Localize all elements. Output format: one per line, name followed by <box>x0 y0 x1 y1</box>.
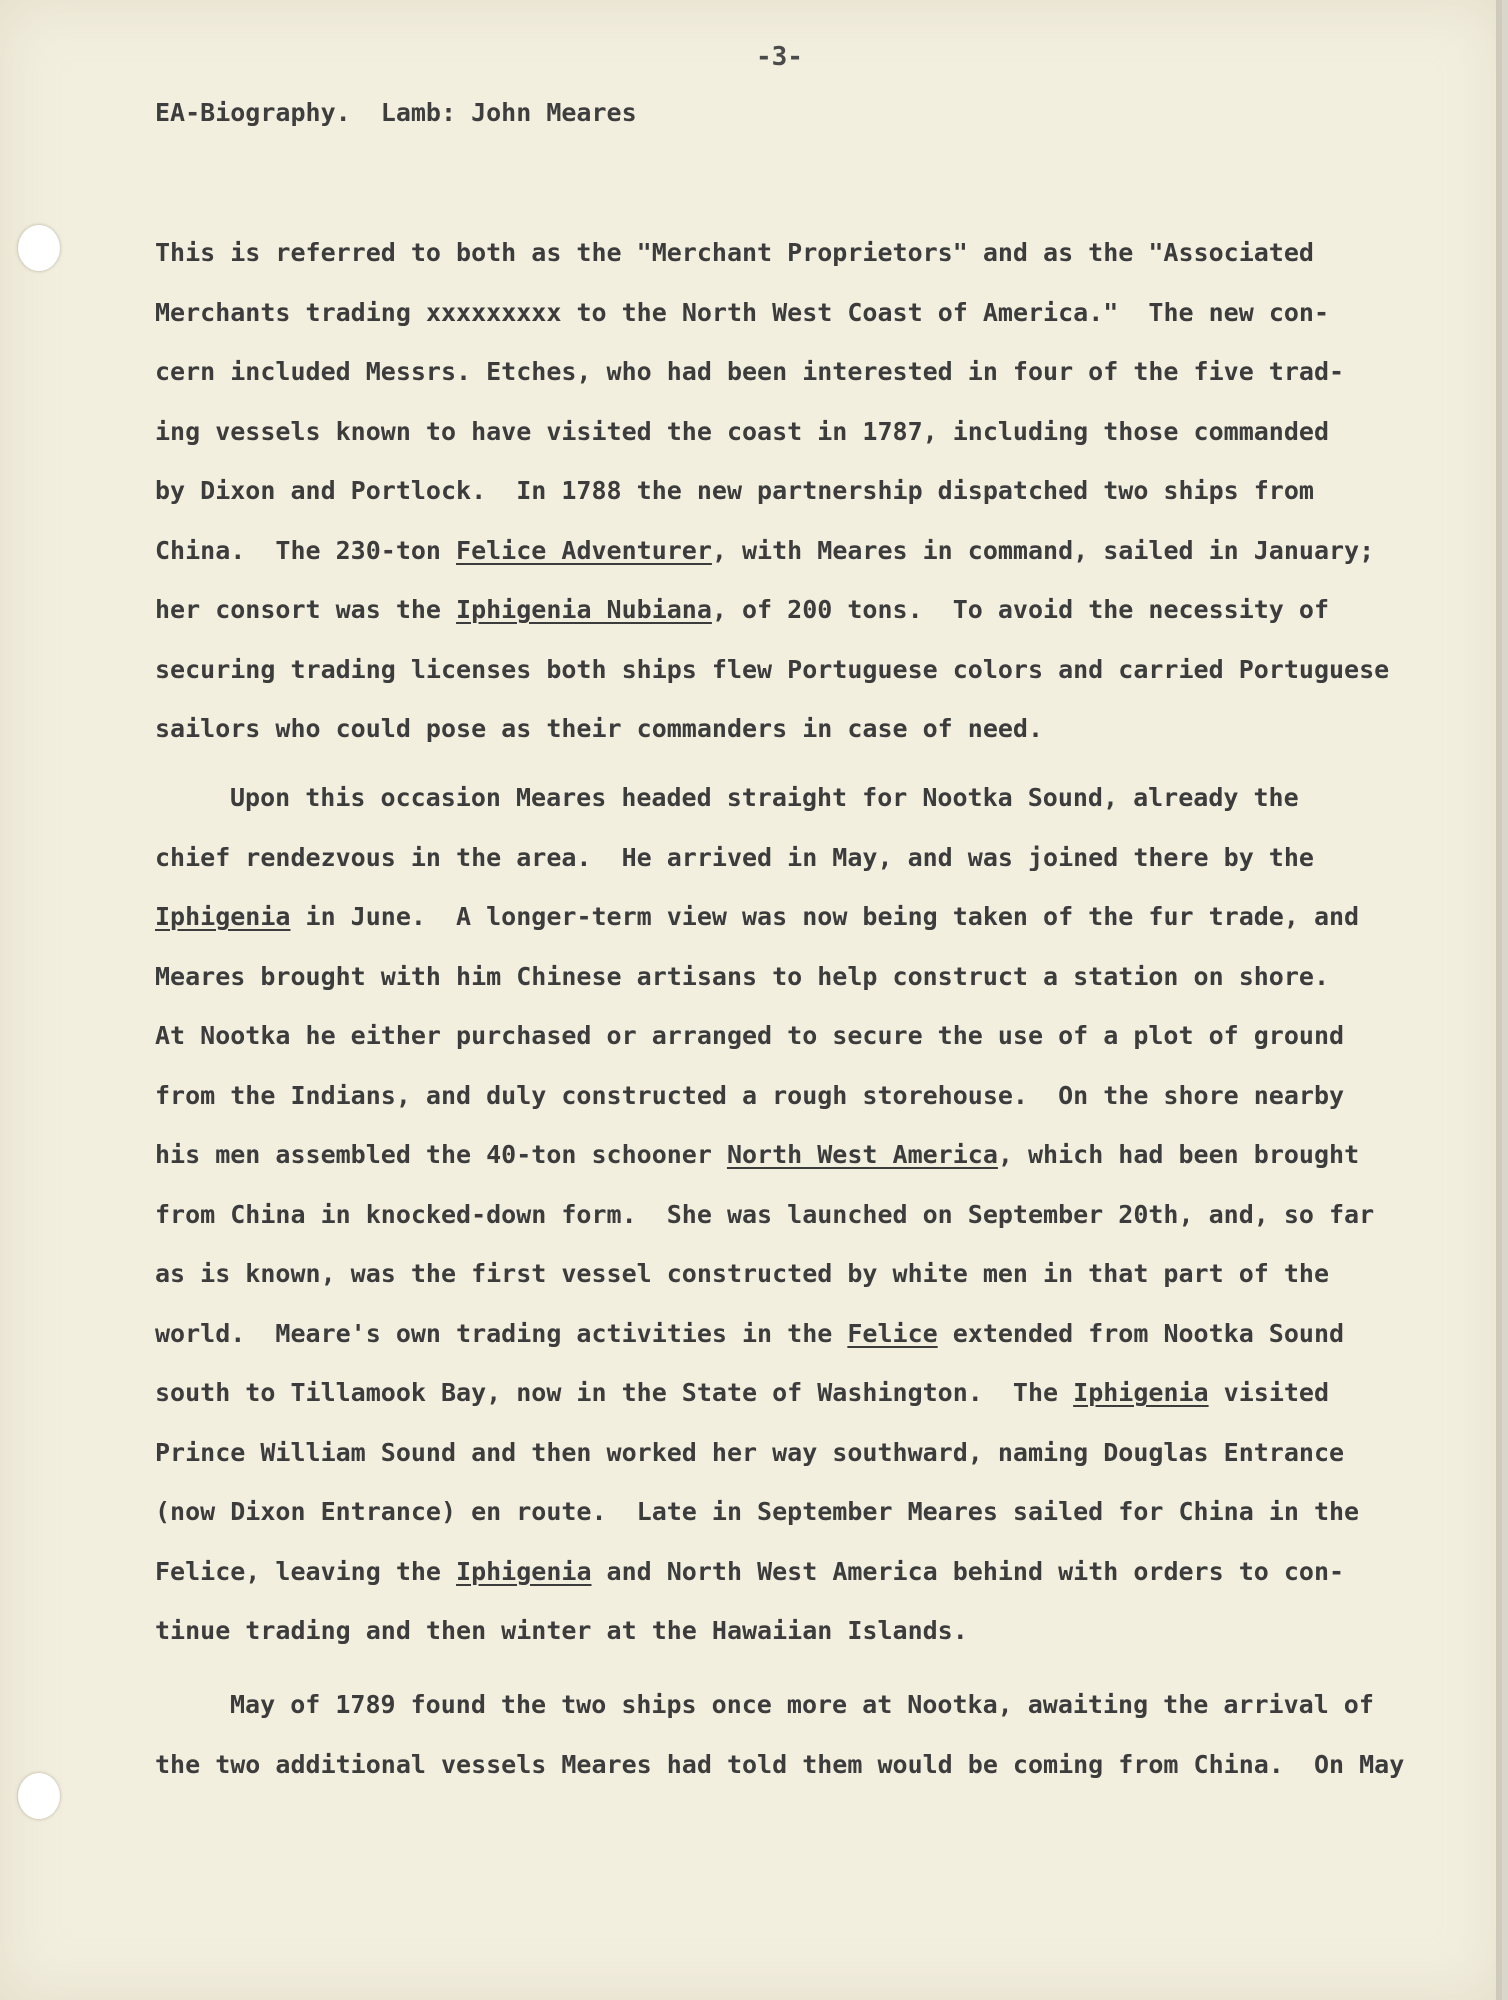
page-number: -3- <box>756 42 803 72</box>
page-edge <box>1496 0 1502 2000</box>
underlined-ship-name: Iphigenia <box>456 1556 592 1586</box>
text-run: visited <box>1208 1378 1330 1407</box>
text-line <box>230 783 1299 812</box>
text-line <box>155 1259 1329 1288</box>
text-run: May of 1789 found the two ships once more at Nootka, awaiting the arrival of <box>230 1690 1374 1719</box>
text-line <box>155 1021 1344 1050</box>
underlined-ship-name: Iphigenia <box>1073 1378 1209 1407</box>
text-run: his men assembled the 40-ton schooner <box>155 1140 727 1169</box>
text-run: Prince William Sound and then worked her way southward, naming Douglas Entrance <box>155 1437 1345 1467</box>
text-line <box>155 1557 1344 1586</box>
text-line <box>155 1200 1374 1229</box>
text-run: , with Meares in command, sailed in January; <box>711 535 1375 565</box>
underlined-ship-name: Iphigenia Nubiana <box>456 595 712 624</box>
text-line <box>155 476 1314 505</box>
text-run: , which had been brought <box>997 1140 1360 1169</box>
text-line <box>155 1497 1359 1526</box>
text-line <box>155 1378 1329 1407</box>
text-run: to the North West Coast of America." The new con- <box>561 297 1330 327</box>
punch-hole-top <box>18 225 60 271</box>
text-run: China. The 230-ton <box>155 535 457 565</box>
underlined-ship-name: Felice <box>847 1318 938 1348</box>
text-run: south to Tillamook Bay, now in the State of Washington. The <box>155 1378 1074 1407</box>
text-run: the two additional vessels Meares had told them would be coming from China. On May <box>155 1749 1405 1779</box>
text-run: cern included Messrs. Etches, who had been interested in four of the five trad- <box>155 357 1345 386</box>
text-run: Merchants trading <box>155 297 426 327</box>
document-header: EA-Biography. Lamb: John Meares <box>155 98 637 127</box>
text-line <box>155 536 1374 565</box>
text-line <box>155 655 1389 684</box>
text-run: by Dixon and Portlock. In 1788 the new partnership dispatched two ships from <box>155 476 1314 505</box>
text-line <box>155 357 1344 386</box>
text-run: (now Dixon Entrance) en route. Late in September Meares sailed for China in the <box>155 1497 1360 1526</box>
text-line <box>155 1081 1344 1110</box>
underlined-ship-name: North West America <box>726 1140 998 1169</box>
struck-out-text: xxxxxxxxx <box>425 297 562 327</box>
text-line <box>155 1319 1344 1348</box>
text-line <box>155 962 1329 991</box>
text-line <box>155 417 1329 446</box>
text-line <box>155 1140 1359 1169</box>
text-line <box>155 902 1359 931</box>
text-line <box>155 595 1329 624</box>
text-line <box>155 1750 1404 1779</box>
text-run: from China in knocked-down form. She was launched on September 20th, and, so far <box>155 1199 1375 1229</box>
punch-hole-bottom <box>18 1773 60 1819</box>
text-line <box>155 298 1329 327</box>
text-run: Felice, leaving the <box>155 1556 457 1586</box>
text-run: This is referred to both as the "Merchant Proprietors" and as the "Associated <box>155 238 1314 267</box>
text-line <box>155 843 1314 872</box>
text-run: Upon this occasion Meares headed straight for Nootka Sound, already the <box>230 783 1299 812</box>
text-run: her consort was the <box>155 595 457 624</box>
text-run: in June. A longer-term view was now being taken of the fur trade, and <box>290 902 1360 931</box>
text-line <box>155 1616 968 1645</box>
text-run: and North West America behind with orders to con- <box>591 1556 1345 1586</box>
underlined-ship-name: Iphigenia <box>155 902 291 931</box>
text-run: At Nootka he either purchased or arranged to secure the use of a plot of ground <box>155 1021 1345 1050</box>
text-run: , of 200 tons. To avoid the necessity of <box>711 595 1330 624</box>
text-run: extended from Nootka Sound <box>937 1318 1345 1348</box>
text-run: chief rendezvous in the area. He arrived in May, and was joined there by the <box>155 842 1314 872</box>
text-run: as is known, was the first vessel constructed by white men in that part of the <box>155 1259 1329 1288</box>
text-run: Meares brought with him Chinese artisans to help construct a station on shore. <box>155 961 1329 991</box>
underlined-ship-name: Felice Adventurer <box>456 535 712 565</box>
text-run: sailors who could pose as their commanders in case of need. <box>155 714 1044 743</box>
text-line <box>155 1438 1344 1467</box>
text-line <box>230 1690 1374 1719</box>
text-run: ing vessels known to have visited the coast in 1787, including those commanded <box>155 416 1329 446</box>
text-run: world. Meare's own trading activities in the <box>155 1318 848 1348</box>
text-run: tinue trading and then winter at the Hawaiian Islands. <box>155 1616 968 1645</box>
text-line <box>155 714 1043 743</box>
text-run: securing trading licenses both ships flew Portuguese colors and carried Portuguese <box>155 654 1390 684</box>
text-line <box>155 238 1314 267</box>
text-run: from the Indians, and duly constructed a rough storehouse. On the shore nearby <box>155 1080 1345 1110</box>
